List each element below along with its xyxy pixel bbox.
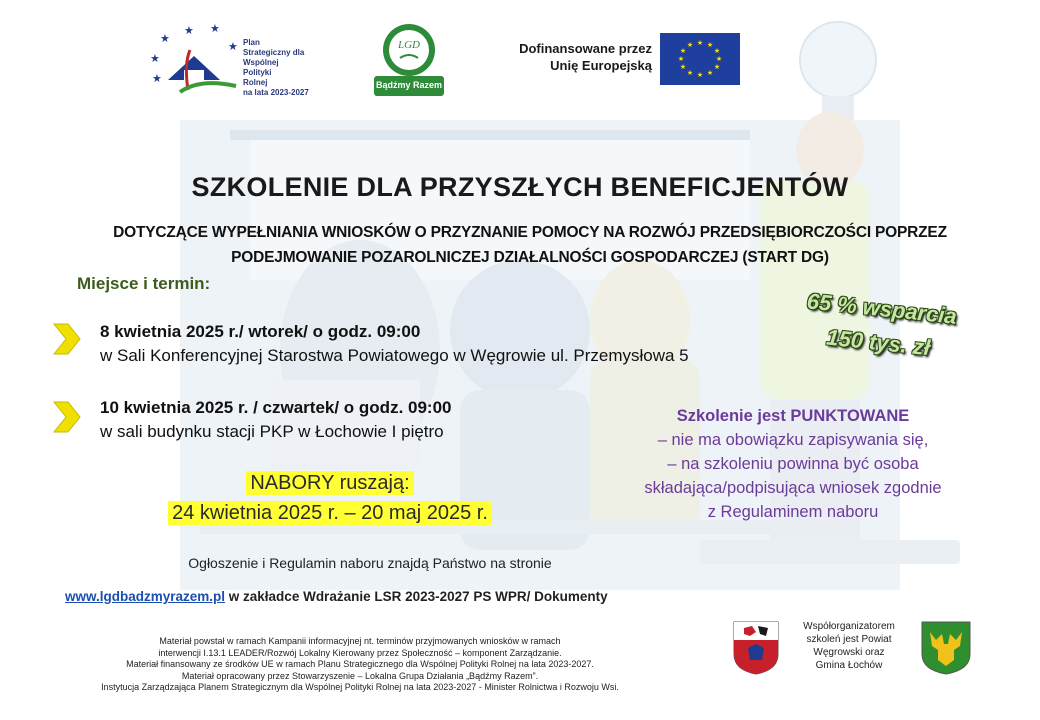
gmina-coat-of-arms-icon xyxy=(920,620,972,676)
svg-text:★: ★ xyxy=(228,41,238,53)
training-line: – nie ma obowiązku zapisywania się, xyxy=(657,431,929,449)
training-line: składająca/podpisująca wniosek zgodnie xyxy=(644,479,942,497)
lgd-logo-label: Bądźmy Razem xyxy=(375,80,443,90)
svg-text:★: ★ xyxy=(696,40,704,47)
powiat-coat-of-arms-icon xyxy=(732,620,780,676)
psp-line: na lata 2023-2027 xyxy=(243,88,309,97)
svg-text:★: ★ xyxy=(686,70,694,77)
chevron-right-icon xyxy=(50,398,84,436)
place-heading: Miejsce i termin: xyxy=(77,274,211,293)
svg-text:★: ★ xyxy=(679,64,687,71)
svg-text:★: ★ xyxy=(696,72,704,79)
event-place: w sali budynku stacji PKP w Łochowie I piętro xyxy=(100,422,444,441)
website-link[interactable]: www.lgdbadzmyrazem.pl xyxy=(65,589,226,604)
eu-line: Unię Europejską xyxy=(550,58,652,73)
svg-text:★: ★ xyxy=(160,33,170,45)
event-date: 10 kwietnia 2025 r. / czwartek/ o godz. 09:00 xyxy=(100,398,452,417)
chevron-right-icon xyxy=(50,320,84,358)
training-info xyxy=(598,404,988,524)
event-place: w Sali Konferencyjnej Starostwa Powiatowego w Węgrowie ul. Przemysłowa 5 xyxy=(100,346,689,365)
psp-line: Polityki xyxy=(243,68,272,77)
svg-text:★: ★ xyxy=(150,53,160,65)
psp-line: Wspólnej xyxy=(243,58,279,67)
coorganizer-line: szkoleń jest Powiat xyxy=(806,634,892,645)
subtitle-line: DOTYCZĄCE WYPEŁNIANIA WNIOSKÓW O PRZYZNANIE POMOCY NA ROZWÓJ PRZEDSIĘBIORCZOŚCI POPRZEZ xyxy=(113,224,947,241)
website-section: w zakładce Wdrażanie LSR 2023-2027 PS WPR/ Dokumenty xyxy=(225,589,608,604)
support-line: 65 % wsparcia xyxy=(805,288,958,329)
eu-funding-text xyxy=(482,40,652,74)
coorganizer-line: Współorganizatorem xyxy=(803,621,895,632)
footer-line: Materiał opracowany przez Stowarzyszenie – Lokalna Grupa Działania „Bądźmy Razem”. xyxy=(181,670,539,681)
recruitment-period xyxy=(140,468,520,528)
svg-text:★: ★ xyxy=(686,42,694,49)
eu-line: Dofinansowane przez xyxy=(519,41,652,56)
svg-text:★: ★ xyxy=(715,56,723,63)
event-date: 8 kwietnia 2025 r./ wtorek/ o godz. 09:00 xyxy=(100,322,421,341)
svg-text:★: ★ xyxy=(152,73,162,85)
psp-line: Plan xyxy=(243,38,260,47)
lgd-monogram: LGD xyxy=(397,39,421,51)
training-line: Szkolenie jest PUNKTOWANE xyxy=(676,407,910,425)
svg-text:★: ★ xyxy=(184,25,194,37)
eu-flag-icon xyxy=(660,33,740,85)
subtitle-line: PODEJMOWANIE POZAROLNICZEJ DZIAŁALNOŚCI GOSPODARCZEJ (START DG) xyxy=(231,249,829,266)
footer-line: Instytucja Zarządzająca Planem Strategicznym dla Wspólnej Polityki Rolnej na lata 2023-2027 - Minister Rolnictwa i Rozwoju Wsi. xyxy=(101,682,619,692)
svg-text:★: ★ xyxy=(713,64,721,71)
psp-logo-text xyxy=(243,38,309,98)
footer-info xyxy=(30,636,690,694)
website-line xyxy=(65,589,608,604)
footer-line: Materiał finansowany ze środków UE w ramach Planu Strategicznego dla Wspólnej Polityki Rolnej na lata 2023-2027. xyxy=(126,659,594,669)
training-line: z Regulaminem naboru xyxy=(707,503,879,521)
svg-text:★: ★ xyxy=(713,48,721,55)
svg-text:★: ★ xyxy=(706,42,714,49)
psp-line: Rolnej xyxy=(243,78,268,87)
coorganizer-text xyxy=(780,620,918,672)
footer-line: interwencji I.13.1 LEADER/Rozwój Lokalny Kierowany przez Społeczność – komponent Zarządzanie. xyxy=(158,647,562,658)
page-subtitle xyxy=(40,220,1020,270)
recruitment-heading: NABORY ruszają: xyxy=(246,471,413,495)
training-line: – na szkoleniu powinna być osoba xyxy=(667,455,919,473)
svg-text:★: ★ xyxy=(210,23,220,35)
page-title: SZKOLENIE DLA PRZYSZŁYCH BENEFICJENTÓW xyxy=(191,172,849,202)
footer-line: Materiał powstał w ramach Kampanii informacyjnej nt. terminów przyjmowanych wniosków w ramach xyxy=(159,636,561,646)
recruitment-dates: 24 kwietnia 2025 r. – 20 maj 2025 r. xyxy=(168,501,492,525)
svg-text:★: ★ xyxy=(706,70,714,77)
svg-text:★: ★ xyxy=(677,56,685,63)
svg-text:★: ★ xyxy=(679,48,687,55)
coorganizer-line: Gmina Łochów xyxy=(815,660,883,671)
coorganizer-line: Węgrowski oraz xyxy=(813,647,885,658)
notice-text: Ogłoszenie i Regulamin naboru znajdą Państwo na stronie xyxy=(188,555,552,571)
psp-line: Strategiczny dla xyxy=(243,48,305,57)
support-line: 150 tys. zł xyxy=(825,324,932,361)
